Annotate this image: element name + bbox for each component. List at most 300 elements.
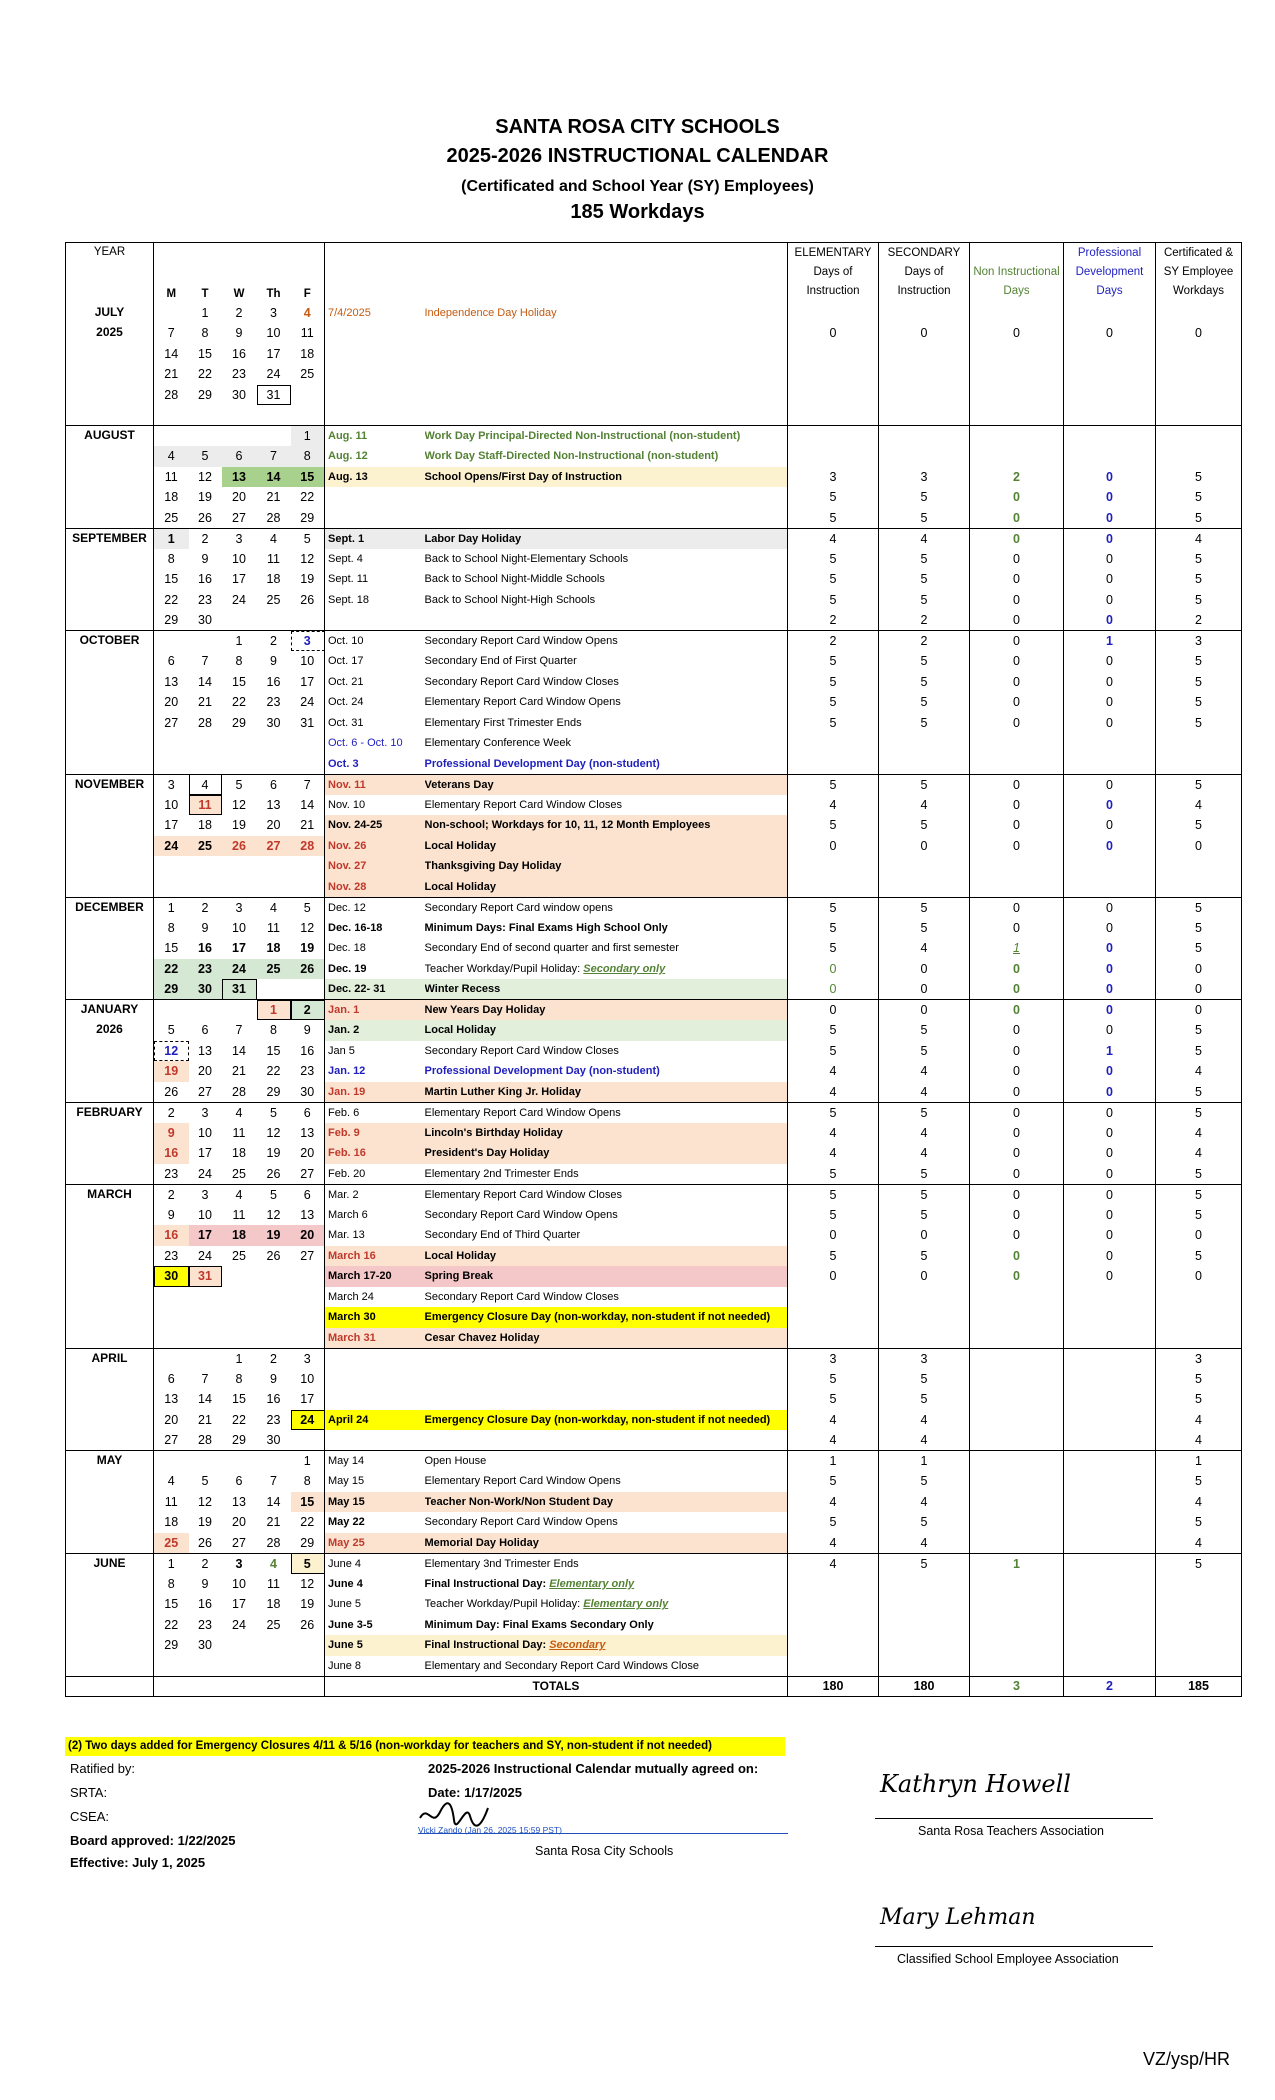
- day-count: 4: [879, 795, 970, 816]
- day-cell: 4: [257, 528, 291, 549]
- event-date: Dec. 16-18: [325, 918, 425, 939]
- event-date: Jan. 1: [325, 1000, 425, 1021]
- event-description: [425, 549, 788, 570]
- event-description: [425, 1123, 788, 1144]
- day-count: 0: [1064, 590, 1156, 611]
- day-count: [788, 754, 879, 775]
- event-date: Nov. 10: [325, 795, 425, 816]
- event-date: June 4: [325, 1574, 425, 1595]
- day-count: 0: [1156, 323, 1242, 344]
- day-cell: [154, 631, 189, 652]
- day-count: 0: [970, 1266, 1064, 1287]
- day-cell: 18: [266, 941, 281, 956]
- calendar-row: [66, 344, 1242, 365]
- event-description: [425, 959, 788, 980]
- day-cell: 7: [257, 446, 291, 467]
- month-label: [66, 1246, 154, 1267]
- event-text: President's Day Holiday: [424, 1147, 550, 1160]
- day-count: 0: [879, 836, 970, 857]
- event-date: Jan. 19: [325, 1082, 425, 1103]
- day-cell: 6: [257, 774, 291, 795]
- day-cell: 22: [198, 367, 212, 382]
- day-cell: 3: [291, 631, 325, 652]
- day-cell: [257, 1307, 291, 1328]
- day-count: [788, 426, 879, 447]
- day-count: 2: [879, 631, 970, 652]
- day-cell: 3: [222, 1553, 257, 1574]
- day-cell: 16: [198, 941, 212, 956]
- day-cell: 4: [222, 1102, 257, 1123]
- day-count: [788, 446, 879, 467]
- day-cell: 29: [198, 387, 212, 402]
- day-count: [970, 1430, 1064, 1451]
- day-count: [1156, 1287, 1242, 1308]
- day-cell: 15: [198, 346, 212, 361]
- day-cell: 13: [266, 797, 281, 812]
- day-cell: 3: [222, 528, 257, 549]
- day-cell: 14: [232, 1043, 246, 1058]
- day-cell: 19: [300, 572, 315, 587]
- day-cell: 15: [232, 674, 246, 689]
- day-cell: [222, 856, 257, 877]
- day-count: 4: [788, 1553, 879, 1574]
- day-count: 5: [879, 774, 970, 795]
- day-count: 5: [788, 1184, 879, 1205]
- day-count: 0: [1064, 1143, 1156, 1164]
- day-count: 3: [788, 1348, 879, 1369]
- event-description: [425, 1328, 788, 1349]
- event-description: [425, 672, 788, 693]
- day-cell: 8: [154, 918, 189, 939]
- event-text: Elementary 3nd Trimester Ends: [424, 1557, 579, 1570]
- day-cell: [222, 1000, 257, 1021]
- day-cell: [222, 1287, 257, 1308]
- day-cell: 13: [300, 1207, 315, 1222]
- event-date: Oct. 31: [325, 713, 425, 734]
- day-count: [1064, 303, 1156, 324]
- day-count: 0: [970, 959, 1064, 980]
- day-cell: 1: [257, 1000, 291, 1021]
- day-count: 0: [970, 979, 1064, 1000]
- day-count: 0: [1064, 713, 1156, 734]
- event-date: Feb. 20: [325, 1164, 425, 1185]
- day-count: 5: [788, 1164, 879, 1185]
- day-count: 0: [1064, 836, 1156, 857]
- day-count: [1064, 754, 1156, 775]
- day-count: 5: [788, 1102, 879, 1123]
- day-cell: 28: [266, 510, 281, 525]
- event-text: Secondary Report Card Window Opens: [424, 635, 618, 647]
- event-text: Memorial Day Holiday: [424, 1536, 539, 1549]
- month-label: [66, 836, 154, 857]
- day-cell: 9: [201, 920, 209, 935]
- day-cell: 15: [154, 1594, 189, 1615]
- day-count: [1156, 1328, 1242, 1349]
- day-count: [788, 1574, 879, 1595]
- day-count: 5: [1156, 487, 1242, 508]
- day-count: 5: [879, 1102, 970, 1123]
- calendar-row: [66, 1061, 1242, 1082]
- calendar-row: [66, 426, 1242, 447]
- day-cell: 28: [266, 1535, 281, 1550]
- day-cell: [291, 1635, 325, 1656]
- day-cell: 29: [154, 1635, 189, 1656]
- calendar-row: [66, 1020, 1242, 1041]
- event-date: March 24: [325, 1287, 425, 1308]
- day-count: [970, 1451, 1064, 1472]
- month-label: [66, 364, 154, 385]
- event-date: March 16: [325, 1246, 425, 1267]
- day-count: [970, 1410, 1064, 1431]
- event-date: 7/4/2025: [325, 303, 425, 324]
- event-date: [325, 487, 425, 508]
- day-cell: 25: [266, 592, 281, 607]
- day-cell: 28: [291, 836, 325, 857]
- day-count: 5: [788, 897, 879, 918]
- day-count: [1156, 1635, 1242, 1656]
- event-description: [425, 1656, 788, 1677]
- calendar-row: [66, 1000, 1242, 1021]
- day-cell: 22: [266, 1064, 281, 1079]
- event-date: Oct. 17: [325, 651, 425, 672]
- calendar-row: [66, 1410, 1242, 1431]
- calendar-row: [66, 795, 1242, 816]
- calendar-row: [66, 651, 1242, 672]
- day-cell: 28: [198, 1433, 212, 1447]
- day-count: [1064, 1451, 1156, 1472]
- day-count: [879, 754, 970, 775]
- event-text: Martin Luther King Jr. Holiday: [424, 1085, 581, 1098]
- event-text: Back to School Night-High Schools: [424, 593, 596, 606]
- month-label: DECEMBER: [66, 897, 154, 918]
- day-count: 0: [788, 959, 879, 980]
- day-count: 0: [1064, 774, 1156, 795]
- day-count: 5: [879, 487, 970, 508]
- day-cell: 25: [232, 1248, 246, 1263]
- day-count: [788, 1328, 879, 1349]
- day-count: 0: [970, 1102, 1064, 1123]
- event-date: Sept. 11: [325, 569, 425, 590]
- event-description: [425, 1410, 788, 1431]
- day-cell: 30: [154, 1266, 189, 1287]
- day-cell: 29: [232, 715, 246, 730]
- day-count: 0: [970, 508, 1064, 529]
- month-label: [66, 385, 154, 406]
- month-label: [66, 487, 154, 508]
- day-cell: 17: [232, 572, 246, 587]
- day-count: 4: [1156, 528, 1242, 549]
- day-count: 0: [970, 1082, 1064, 1103]
- month-label: [66, 1143, 154, 1164]
- event-date: Aug. 12: [325, 446, 425, 467]
- event-description: [425, 1000, 788, 1021]
- day-count: [1156, 303, 1242, 324]
- day-count: [1064, 1287, 1156, 1308]
- event-emphasis: Elementary only: [583, 1598, 669, 1611]
- calendar-row: [66, 1471, 1242, 1492]
- day-count: 0: [1064, 815, 1156, 836]
- day-cell: 30: [198, 613, 212, 627]
- day-count: 0: [1156, 1225, 1242, 1246]
- month-label: MAY: [66, 1451, 154, 1472]
- day-cell: 22: [154, 1615, 189, 1636]
- total-count: 2: [1064, 1676, 1156, 1697]
- day-count: [970, 856, 1064, 877]
- day-cell: 23: [232, 367, 246, 382]
- day-cell: 31: [300, 715, 315, 730]
- event-date: Nov. 28: [325, 877, 425, 898]
- event-text: Elementary Report Card Window Closes: [424, 798, 622, 811]
- day-cell: 3: [291, 1348, 325, 1369]
- day-count: [879, 1615, 970, 1636]
- day-cell: [154, 733, 189, 754]
- month-label: [66, 1512, 154, 1533]
- day-count: [879, 733, 970, 754]
- day-cell: [257, 426, 291, 447]
- elementary-header: ELEMENTARY Days of Instruction: [788, 243, 879, 303]
- day-count: 0: [970, 815, 1064, 836]
- day-cell: [189, 754, 222, 775]
- day-cell: 18: [232, 1146, 246, 1161]
- day-count: [1156, 446, 1242, 467]
- day-count: [970, 364, 1064, 385]
- day-count: 0: [1064, 1205, 1156, 1226]
- day-cell: 2: [154, 1102, 189, 1123]
- day-cell: 21: [232, 1064, 246, 1079]
- month-label: [66, 1287, 154, 1308]
- day-cell: [291, 979, 325, 1000]
- day-cell: [154, 405, 189, 426]
- calendar-row: [66, 1656, 1242, 1677]
- csea-signature-line: [875, 1946, 1153, 1947]
- event-date: Mar. 13: [325, 1225, 425, 1246]
- day-count: [970, 1656, 1064, 1677]
- day-count: 4: [879, 938, 970, 959]
- event-description: [425, 1512, 788, 1533]
- day-cell: [222, 1635, 257, 1656]
- day-cell: 1: [222, 631, 257, 652]
- event-description: [425, 344, 788, 365]
- day-cell: 24: [198, 1166, 212, 1181]
- day-count: [970, 1348, 1064, 1369]
- day-count: 0: [1064, 467, 1156, 488]
- event-date: [325, 1369, 425, 1390]
- day-count: 4: [788, 1492, 879, 1513]
- month-label: [66, 877, 154, 898]
- event-date: Sept. 1: [325, 528, 425, 549]
- event-date: [325, 1430, 425, 1451]
- day-cell: 8: [270, 1023, 277, 1038]
- day-cell: 28: [198, 715, 212, 730]
- day-count: 0: [788, 1266, 879, 1287]
- event-text: Secondary Report Card Window Closes: [424, 1290, 619, 1303]
- day-count: 5: [879, 1471, 970, 1492]
- event-emphasis: Elementary only: [549, 1577, 635, 1590]
- event-description: [425, 1287, 788, 1308]
- event-text: Secondary Report Card window opens: [424, 901, 613, 914]
- day-count: 0: [1064, 1020, 1156, 1041]
- event-text: Local Holiday: [424, 1249, 497, 1262]
- day-cell: 9: [201, 551, 209, 566]
- day-count: 0: [970, 1225, 1064, 1246]
- day-count: 0: [1064, 487, 1156, 508]
- day-cell: 10: [232, 1576, 246, 1591]
- day-cell: 27: [198, 1084, 212, 1099]
- event-date: Jan. 2: [325, 1020, 425, 1041]
- day-count: 0: [1064, 1082, 1156, 1103]
- day-cell: 23: [154, 1164, 189, 1185]
- day-count: 3: [1156, 631, 1242, 652]
- event-date: May 22: [325, 1512, 425, 1533]
- day-count: [970, 446, 1064, 467]
- day-count: [970, 1533, 1064, 1554]
- day-cell: 31: [189, 1266, 222, 1287]
- day-cell: 6: [154, 651, 189, 672]
- day-count: 0: [1064, 1266, 1156, 1287]
- event-date: [325, 610, 425, 631]
- day-cell: [189, 877, 222, 898]
- event-date: Sept. 18: [325, 590, 425, 611]
- day-cell: [222, 610, 257, 631]
- day-cell: 2: [257, 1348, 291, 1369]
- day-cell: 5: [291, 1553, 325, 1574]
- day-count: [970, 1512, 1064, 1533]
- day-cell: 7: [154, 323, 189, 344]
- day-cell: 27: [154, 713, 189, 734]
- event-description: [425, 487, 788, 508]
- day-cell: 1: [154, 1553, 189, 1574]
- day-count: 0: [1156, 836, 1242, 857]
- day-count: 5: [788, 1020, 879, 1041]
- month-label: [66, 405, 154, 426]
- month-label: JUNE: [66, 1553, 154, 1574]
- day-count: [879, 426, 970, 447]
- day-cell: 12: [300, 920, 315, 935]
- day-cell: [222, 1328, 257, 1349]
- event-text: Elementary First Trimester Ends: [424, 716, 582, 729]
- day-count: [1064, 856, 1156, 877]
- day-count: 5: [1156, 467, 1242, 488]
- event-date: Dec. 22- 31: [325, 979, 425, 1000]
- day-cell: 10: [198, 1207, 212, 1222]
- calendar-row: [66, 1041, 1242, 1062]
- day-cell: [222, 1656, 257, 1677]
- calendar-row: [66, 856, 1242, 877]
- day-cell: 24: [266, 367, 281, 382]
- month-label: [66, 1225, 154, 1246]
- day-count: 5: [1156, 1369, 1242, 1390]
- day-cell: [257, 856, 291, 877]
- calendar-row: [66, 323, 1242, 344]
- event-date: Jan. 12: [325, 1061, 425, 1082]
- calendar-row: [66, 1164, 1242, 1185]
- day-count: [970, 1594, 1064, 1615]
- day-cell: 17: [266, 346, 281, 361]
- day-count: 5: [1156, 897, 1242, 918]
- ratified-label: Ratified by:: [70, 1761, 136, 1776]
- day-cell: [291, 405, 325, 426]
- day-cell: [291, 1656, 325, 1677]
- calendar-row: [66, 590, 1242, 611]
- day-count: [1064, 1512, 1156, 1533]
- event-text: Labor Day Holiday: [424, 532, 522, 545]
- day-cell: 16: [266, 674, 281, 689]
- total-count: 180: [879, 1676, 970, 1697]
- calendar-row: [66, 1328, 1242, 1349]
- day-count: 0: [970, 774, 1064, 795]
- day-cell: 22: [300, 490, 315, 505]
- day-cell: [154, 1328, 189, 1349]
- day-count: 0: [970, 1143, 1064, 1164]
- day-count: 5: [879, 1369, 970, 1390]
- day-count: [788, 1594, 879, 1615]
- day-cell: [154, 1451, 189, 1472]
- day-cell: [291, 1328, 325, 1349]
- day-cell: 25: [154, 508, 189, 529]
- month-label: [66, 651, 154, 672]
- day-cell: 15: [154, 569, 189, 590]
- calendar-row: [66, 938, 1242, 959]
- calendar-row: [66, 1225, 1242, 1246]
- event-text: Back to School Night-Elementary Schools: [424, 552, 629, 565]
- day-cell: 19: [154, 1061, 189, 1082]
- day-cell: [257, 610, 291, 631]
- month-label: [66, 938, 154, 959]
- day-count: 5: [879, 1041, 970, 1062]
- day-cell: 19: [198, 490, 212, 505]
- day-cell: [222, 733, 257, 754]
- day-cell: 26: [266, 1166, 281, 1181]
- calendar-row: [66, 1615, 1242, 1636]
- day-cell: 6: [235, 1474, 243, 1489]
- event-date: Aug. 11: [325, 426, 425, 447]
- day-count: [1156, 385, 1242, 406]
- event-description: [425, 1102, 788, 1123]
- event-description: [425, 1205, 788, 1226]
- day-count: 5: [1156, 508, 1242, 529]
- day-count: [1064, 1635, 1156, 1656]
- event-description: [425, 692, 788, 713]
- day-count: [879, 364, 970, 385]
- day-count: [970, 1635, 1064, 1656]
- day-cell: 5: [189, 446, 222, 467]
- day-cell: 5: [201, 1474, 209, 1489]
- calendar-row: [66, 405, 1242, 426]
- day-cell: 11: [232, 1125, 246, 1140]
- day-cell: 1: [154, 528, 189, 549]
- event-text: Final Instructional Day:: [424, 1639, 550, 1652]
- day-count: [788, 733, 879, 754]
- day-count: 5: [1156, 1471, 1242, 1492]
- srta-label: SRTA:: [70, 1785, 108, 1800]
- day-cell: [189, 1656, 222, 1677]
- day-count: [970, 877, 1064, 898]
- day-cell: [222, 1307, 257, 1328]
- srcs-label: Santa Rosa City Schools: [535, 1844, 674, 1858]
- day-count: 5: [1156, 569, 1242, 590]
- day-cell: 14: [198, 674, 212, 689]
- month-label: [66, 1082, 154, 1103]
- thu-header: Th: [266, 287, 281, 300]
- day-cell: [154, 1656, 189, 1677]
- day-cell: 21: [198, 695, 212, 710]
- wed-header: W: [233, 287, 245, 300]
- event-description: [425, 1389, 788, 1410]
- day-cell: [291, 733, 325, 754]
- event-text: Minimum Days: Final Exams High School Only: [424, 921, 668, 934]
- day-cell: 21: [198, 1412, 212, 1427]
- day-count: 0: [1156, 1266, 1242, 1287]
